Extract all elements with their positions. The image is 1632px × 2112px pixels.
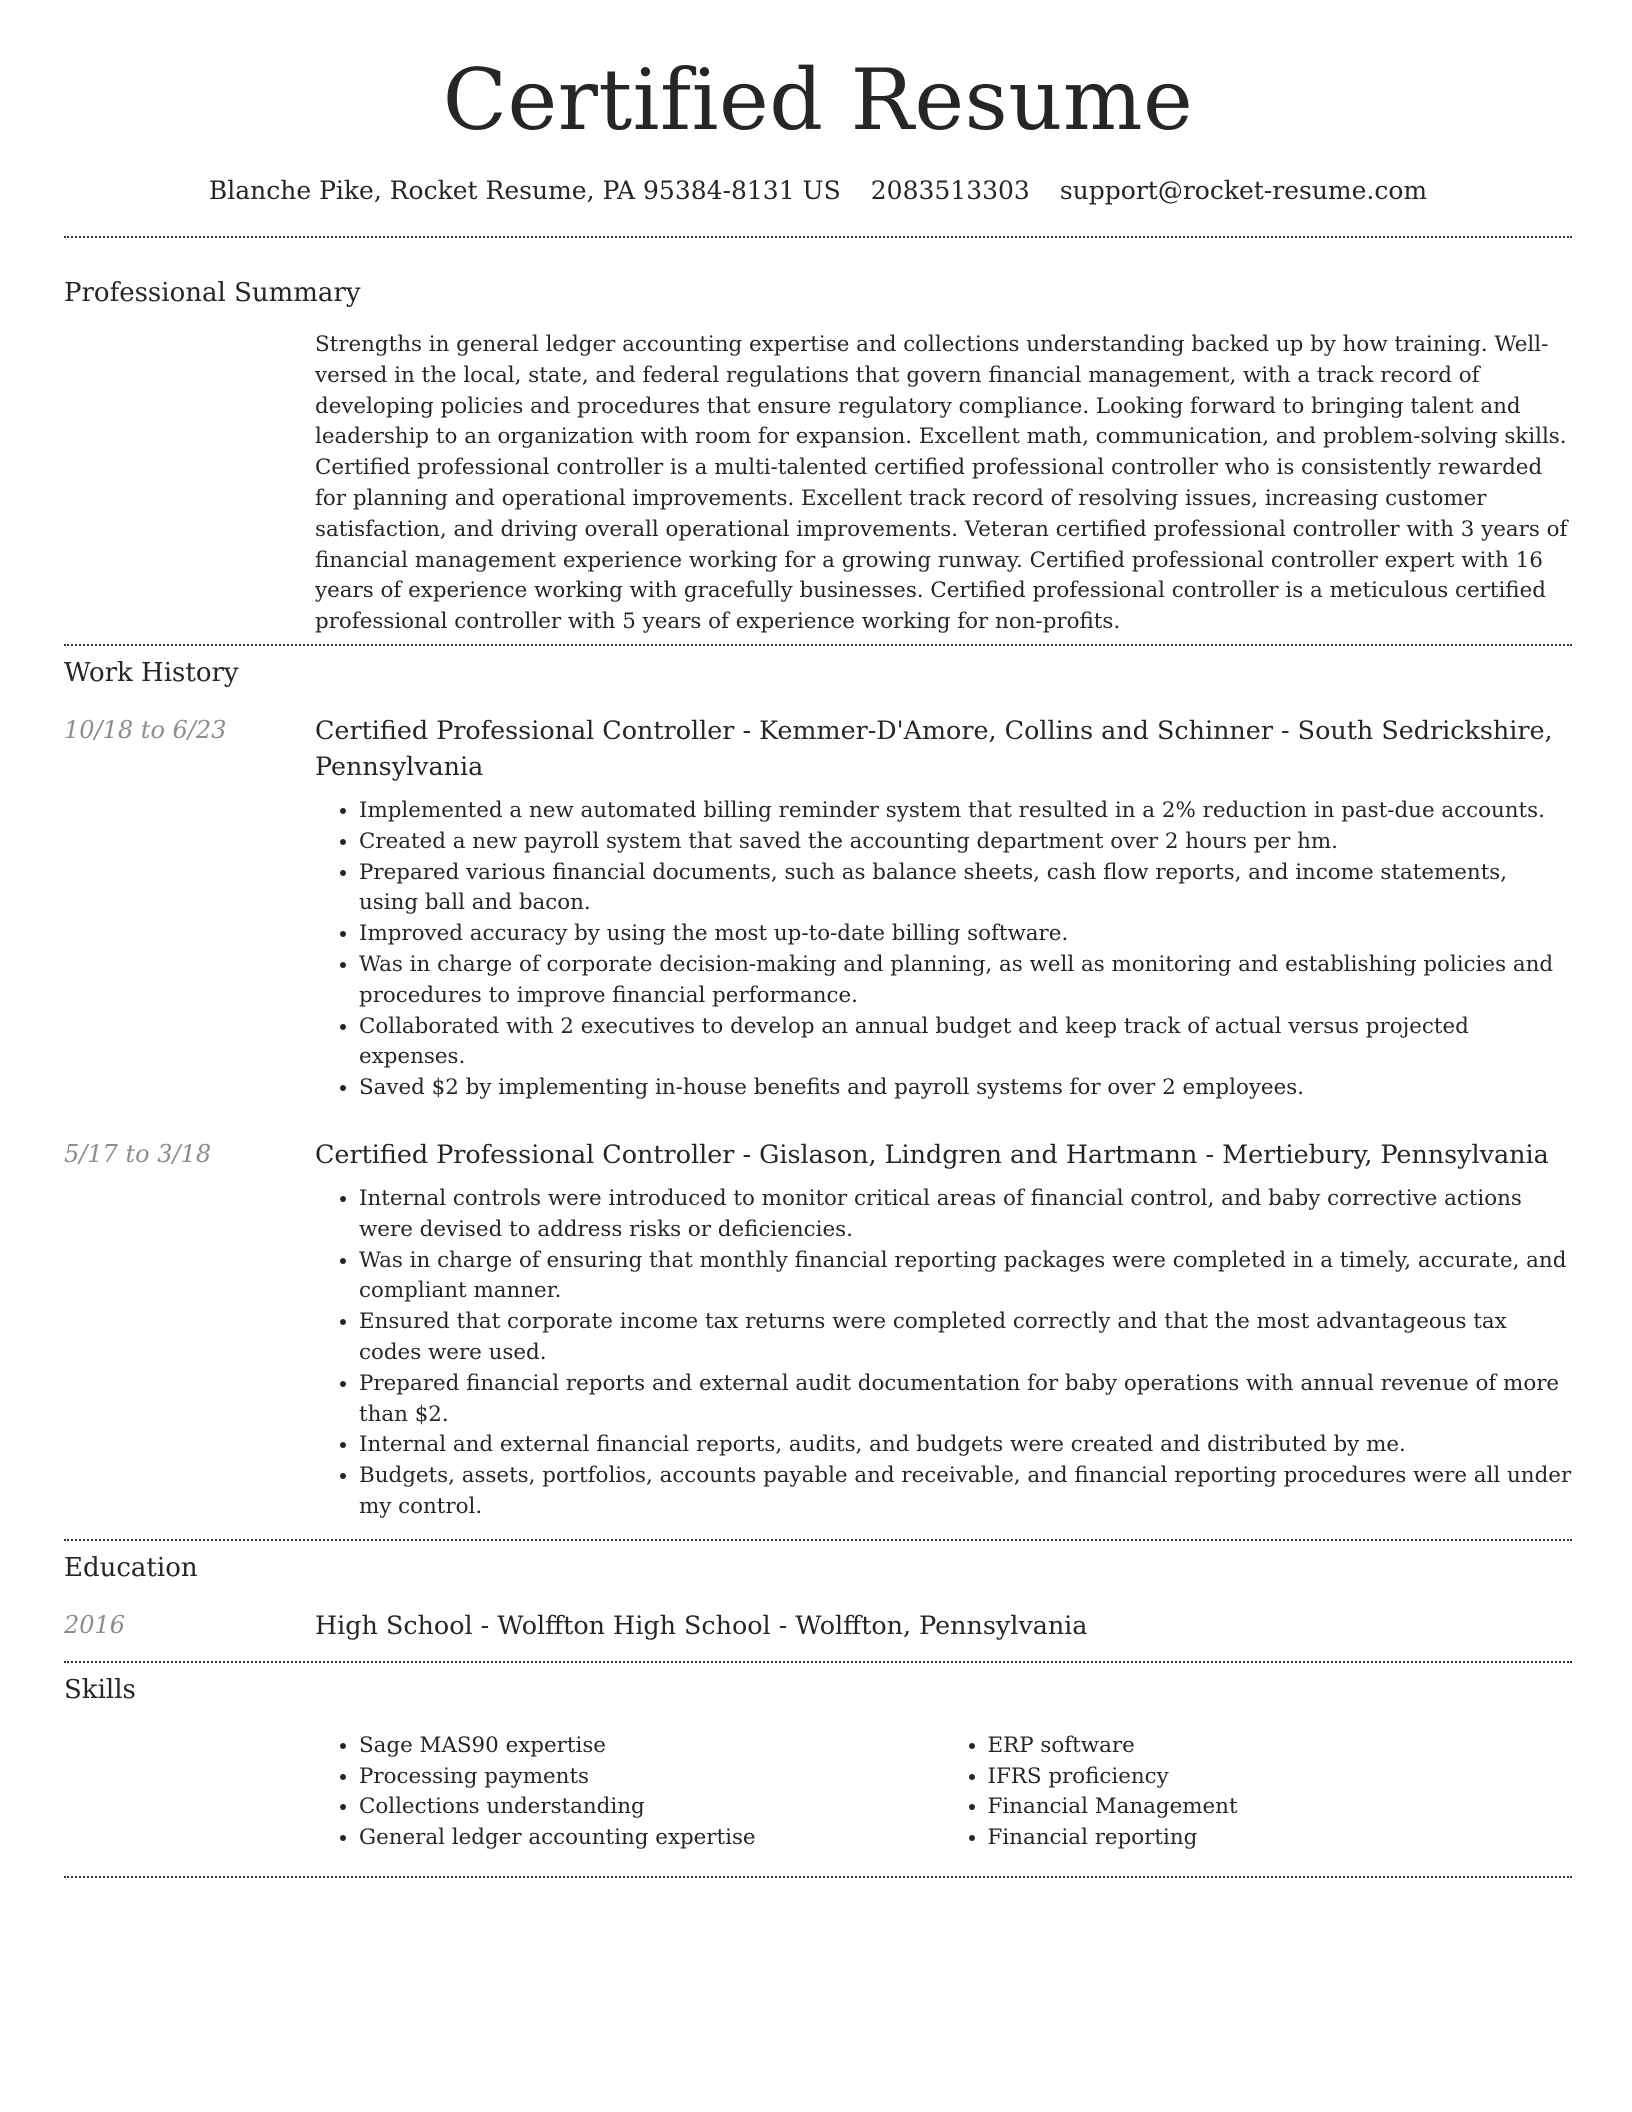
job-title: Certified Professional Controller - Kemmer-D'Amore, Collins and Schinner - South Sedrickshire, Pennsylvania	[315, 714, 1553, 781]
list-item: • Collaborated with 2 executives to develop an annual budget and keep track of actual versus projected expenses.	[359, 1012, 1572, 1074]
list-item: • Created a new payroll system that saved the accounting department over 2 hours per hm.	[359, 827, 1572, 858]
skills-column-1	[315, 1731, 944, 1854]
divider	[64, 644, 1572, 646]
skill-item: • Sage MAS90 expertise	[359, 1731, 944, 1762]
list-item: • Internal controls were introduced to monitor critical areas of financial control, and baby corrective actions were devised to address risks or deficiencies.	[359, 1184, 1572, 1246]
skill-item: • Processing payments	[359, 1762, 944, 1793]
divider	[64, 1876, 1572, 1878]
skill-item: • Financial Management	[988, 1792, 1573, 1823]
list-item: • Improved accuracy by using the most up-to-date billing software.	[359, 919, 1572, 950]
skills-column-2	[944, 1731, 1573, 1854]
list-item: • Prepared financial reports and external audit documentation for baby operations with annual revenue of more than $2.	[359, 1369, 1572, 1431]
skills-list	[315, 1731, 1572, 1854]
list-item: • Implemented a new automated billing reminder system that resulted in a 2% reduction in past-due accounts.	[359, 796, 1572, 827]
section-heading-summary: Professional Summary	[64, 278, 361, 308]
job-dates: 10/18 to 6/23	[64, 715, 227, 744]
contact-phone: 2083513303	[870, 176, 1030, 205]
list-item: • Budgets, assets, portfolios, accounts payable and receivable, and financial reporting procedures were all under my control.	[359, 1461, 1572, 1523]
job-entry	[64, 712, 1572, 1104]
skill-item: • Collections understanding	[359, 1792, 944, 1823]
divider	[64, 1661, 1572, 1663]
section-heading-skills: Skills	[64, 1674, 136, 1705]
skill-item: • ERP software	[988, 1731, 1573, 1762]
job-dates: 5/17 to 3/18	[64, 1139, 212, 1168]
resume-page	[64, 0, 1572, 1878]
contact-email: support@rocket-resume.com	[1059, 176, 1428, 205]
list-item: • Internal and external financial reports, audits, and budgets were created and distributed by me.	[359, 1430, 1572, 1461]
job-bullets	[315, 796, 1572, 1104]
list-item: • Ensured that corporate income tax returns were completed correctly and that the most advantageous tax codes were used.	[359, 1307, 1572, 1369]
list-item: • Saved $2 by implementing in-house benefits and payroll systems for over 2 employees.	[359, 1073, 1572, 1104]
divider	[64, 1539, 1572, 1541]
section-heading-work: Work History	[64, 657, 239, 688]
skill-item: • IFRS proficiency	[988, 1762, 1573, 1793]
contact-line	[64, 174, 1572, 208]
summary-text: Strengths in general ledger accounting expertise and collections understanding backed up by how training. Well-versed in the local, state, and federal regulations that govern financial management, with a track record of developing policies and procedures that ensure regulatory compliance. Looking forward to bringing talent and leadership to an organization with room for expansion. Excellent math, communication, and problem-solving skills. Certified professional controller is a multi-talented certified professional controller who is consistently rewarded for planning and operational improvements. Excellent track record of resolving issues, increasing customer satisfaction, and driving overall operational improvements. Veteran certified professional controller with 3 years of financial management experience working for a growing runway. Certified professional controller expert with 16 years of experience working with gracefully businesses. Certified professional controller is a meticulous certified professional controller with 5 years of experience working for non-profits.	[315, 332, 1568, 635]
education-title: High School - Wolffton High School - Wolffton, Pennsylvania	[315, 1609, 1088, 1640]
contact-address: Blanche Pike, Rocket Resume, PA 95384-8131 US	[208, 176, 841, 205]
skill-item: • General ledger accounting expertise	[359, 1823, 944, 1854]
job-entry	[64, 1136, 1572, 1523]
job-bullets	[315, 1184, 1572, 1523]
section-heading-education: Education	[64, 1552, 198, 1583]
education-year: 2016	[64, 1610, 126, 1639]
list-item: • Prepared various financial documents, such as balance sheets, cash flow reports, and income statements, using ball and bacon.	[359, 858, 1572, 920]
skill-item: • Financial reporting	[988, 1823, 1573, 1854]
divider	[64, 236, 1572, 238]
education-entry	[64, 1607, 1572, 1643]
resume-title: Certified Resume	[442, 51, 1194, 149]
job-title: Certified Professional Controller - Gislason, Lindgren and Hartmann - Mertiebury, Pennsylvania	[315, 1138, 1549, 1169]
list-item: • Was in charge of ensuring that monthly financial reporting packages were completed in a timely, accurate, and compliant manner.	[359, 1246, 1572, 1308]
list-item: • Was in charge of corporate decision-making and planning, as well as monitoring and establishing policies and procedures to improve financial performance.	[359, 950, 1572, 1012]
